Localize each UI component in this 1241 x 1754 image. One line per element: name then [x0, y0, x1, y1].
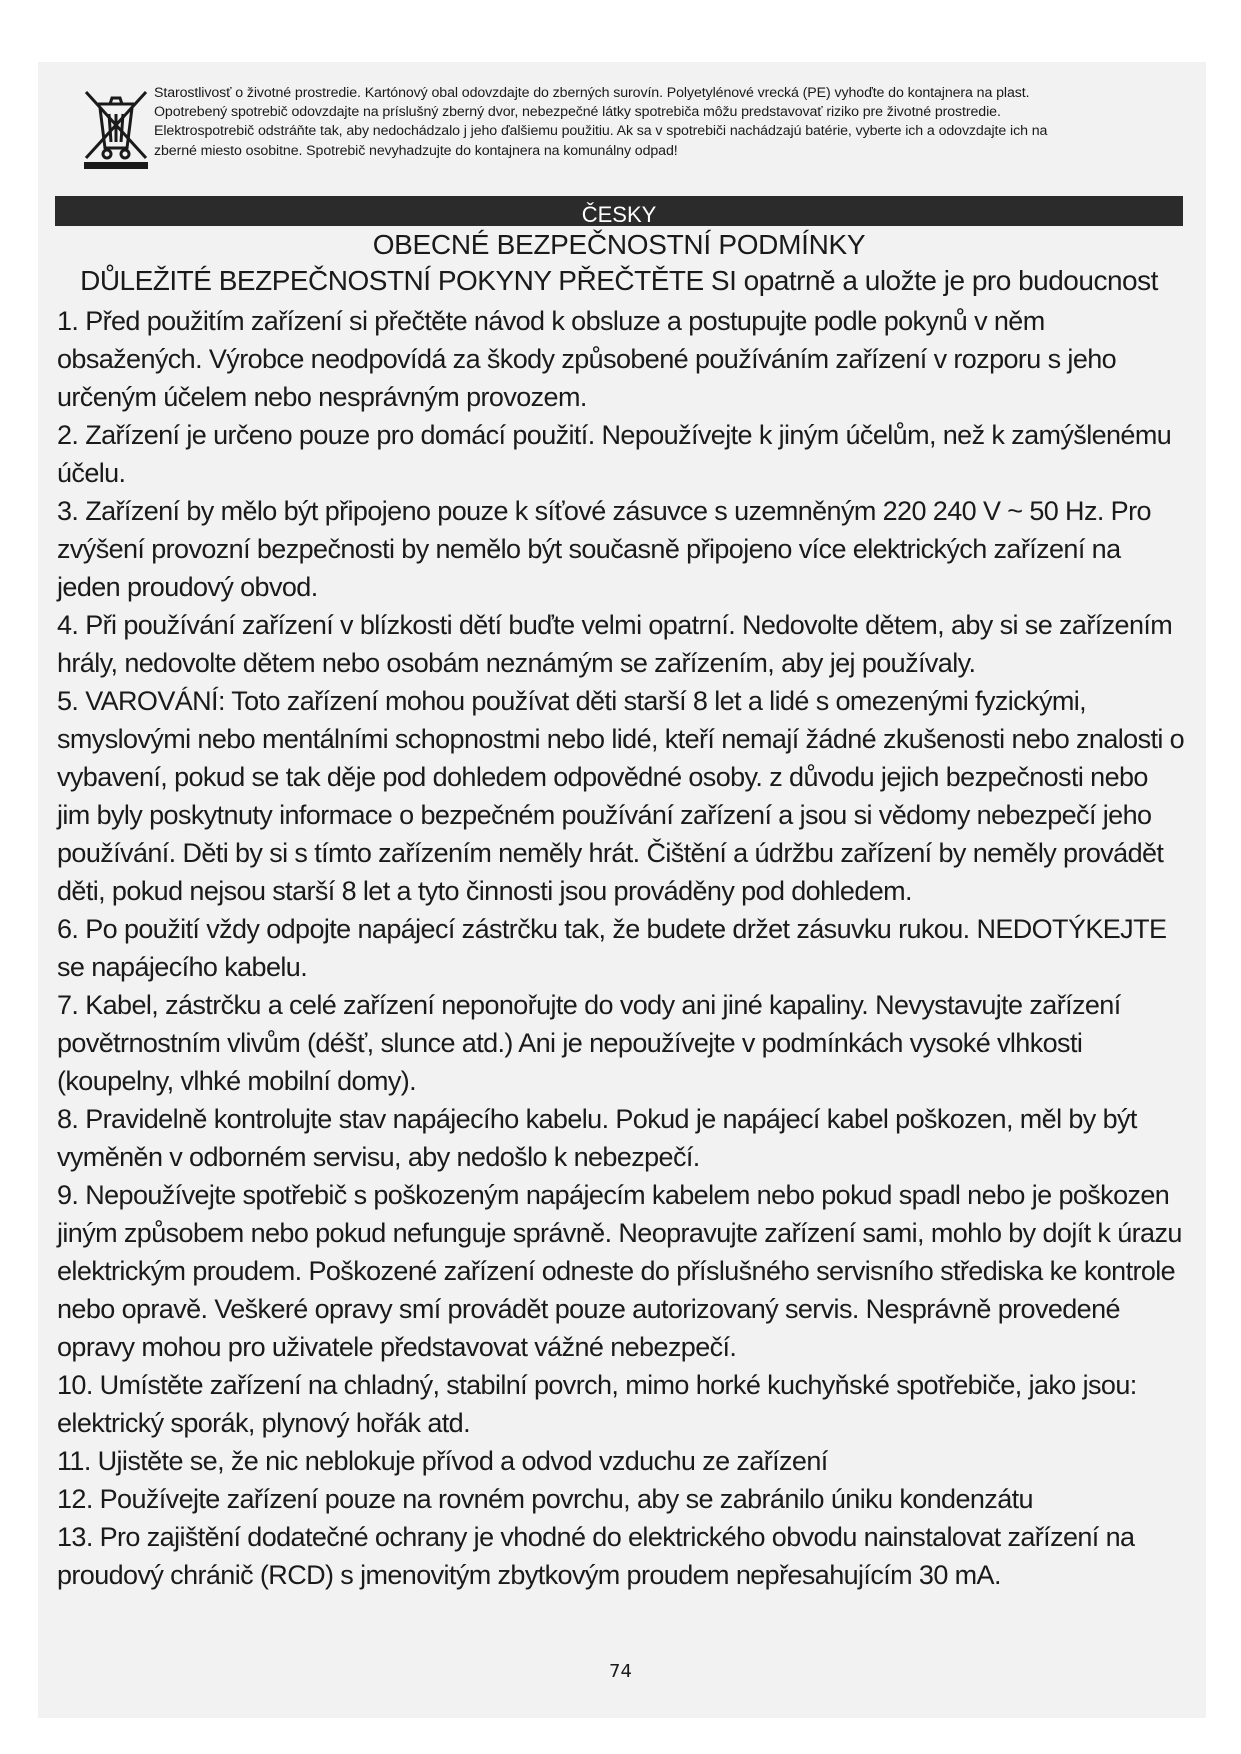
instruction-item: 7. Kabel, zástrčku a celé zařízení neponořujte do vody ani jiné kapaliny. Nevystavujte zařízení povětrnostním vlivům (déšť, slunce atd.) Ani je nepoužívejte v podmínkách vysoké vlhkosti (koupelny, vlhké mobilní domy). — [57, 990, 1121, 1096]
language-bar: ČESKY — [55, 196, 1183, 226]
instruction-item: 6. Po použití vždy odpojte napájecí zástrčku tak, že budete držet zásuvku rukou. NEDOTÝKEJTE se napájecího kabelu. — [57, 914, 1167, 982]
environment-line: zberné miesto osobitne. Spotrebič nevyhadzujte do kontajnera na komunálny odpad! — [154, 142, 678, 159]
environment-line: Starostlivosť o životné prostredie. Kartónový obal odovzdajte do zberných surovín. Polyetylénové vrecká (PE) vyhoďte do kontajnera na plast. — [154, 85, 1030, 101]
instruction-item: 9. Nepoužívejte spotřebič s poškozeným napájecím kabelem nebo pokud spadl nebo je poškozen jiným způsobem nebo pokud nefunguje správně. Neopravujte zařízení sami, mohlo by dojít k úrazu elektrickým proudem. Poškozené zařízení odneste do příslušného servisního střediska ke kontrole nebo opravě. Veškeré opravy smí provádět pouze autorizovaný servis. Nesprávně provedené opravy mohou pro uživatele představovat vážné nebezpečí. — [57, 1180, 1182, 1362]
instruction-item: 4. Při používání zařízení v blízkosti dětí buďte velmi opatrní. Nedovolte dětem, aby si se zařízením hrály, nedovolte dětem nebo osobám neznámým se zařízením, aby jej používaly. — [57, 610, 1173, 678]
instruction-item: 1. Před použitím zařízení si přečtěte návod k obsluze a postupujte podle pokynů v něm obsažených. Výrobce neodpovídá za škody způsobené používáním zařízení v rozporu s jeho určeným účelem nebo nesprávným provozem. — [57, 306, 1117, 412]
safety-instructions-list — [57, 302, 1187, 1594]
instruction-item: 3. Zařízení by mělo být připojeno pouze k síťové zásuvce s uzemněným 220 240 V ~ 50 Hz. Pro zvýšení provozní bezpečnosti by nemělo být současně připojeno více elektrických zařízení na jeden proudový obvod. — [57, 496, 1151, 602]
instruction-item: 13. Pro zajištění dodatečné ochrany je vhodné do elektrického obvodu nainstalovat zařízení na proudový chránič (RCD) s jmenovitým zbytkovým proudem nepřesahujícím 30 mA. — [57, 1522, 1135, 1590]
page-number: 74 — [609, 1661, 632, 1682]
environment-line: Opotrebený spotrebič odovzdajte na príslušný zberný dvor, nebezpečné látky spotrebiča môžu predstavovať riziko pre životné prostredie. — [154, 104, 1001, 121]
instruction-item: 2. Zařízení je určeno pouze pro domácí použití. Nepoužívejte k jiným účelům, než k zamýšlenému účelu. — [57, 420, 1172, 488]
instruction-item: 5. VAROVÁNÍ: Toto zařízení mohou používat děti starší 8 let a lidé s omezenými fyzickými, smyslovými nebo mentálními schopnostmi nebo lidé, kteří nemají žádné zkušenosti nebo znalosti o vybavení, pokud se tak děje pod dohledem odpovědné osoby. z důvodu jejich bezpečnosti nebo jim byly poskytnuty informace o bezpečném používání zařízení a jsou si vědomy nebezpečí jeho používání. Děti by si s tímto zařízením neměly hrát. Čištění a údržbu zařízení by neměly provádět děti, pokud nejsou starší 8 let a tyto činnosti jsou prováděny pod dohledem. — [57, 686, 1185, 906]
instruction-item: 10. Umístěte zařízení na chladný, stabilní povrch, mimo horké kuchyňské spotřebiče, jako jsou: elektrický sporák, plynový hořák atd. — [57, 1370, 1137, 1438]
instruction-item: 12. Používejte zařízení pouze na rovném povrchu, aby se zabránilo úniku kondenzátu — [57, 1484, 1033, 1514]
instruction-item: 8. Pravidelně kontrolujte stav napájecího kabelu. Pokud je napájecí kabel poškozen, měl by být vyměněn v odborném servisu, aby nedošlo k nebezpečí. — [57, 1104, 1137, 1172]
section-heading: OBECNÉ BEZPEČNOSTNÍ PODMÍNKY — [372, 229, 866, 260]
environment-text — [154, 84, 1194, 161]
crossed-out-wheelie-bin-icon — [80, 84, 152, 170]
environment-line: Elektrospotrebič odstráňte tak, aby nedochádzalo j jeho ďalšiemu použitiu. Ak sa v spotrebiči nachádzajú batérie, vyberte ich a odovzdajte ich na — [154, 123, 1048, 140]
section-subheading: DŮLEŽITÉ BEZPEČNOSTNÍ POKYNY PŘEČTĚTE SI opatrně a uložte je pro budoucnost — [80, 265, 1158, 296]
instruction-item: 11. Ujistěte se, že nic neblokuje přívod a odvod vzduchu ze zařízení — [57, 1446, 828, 1476]
